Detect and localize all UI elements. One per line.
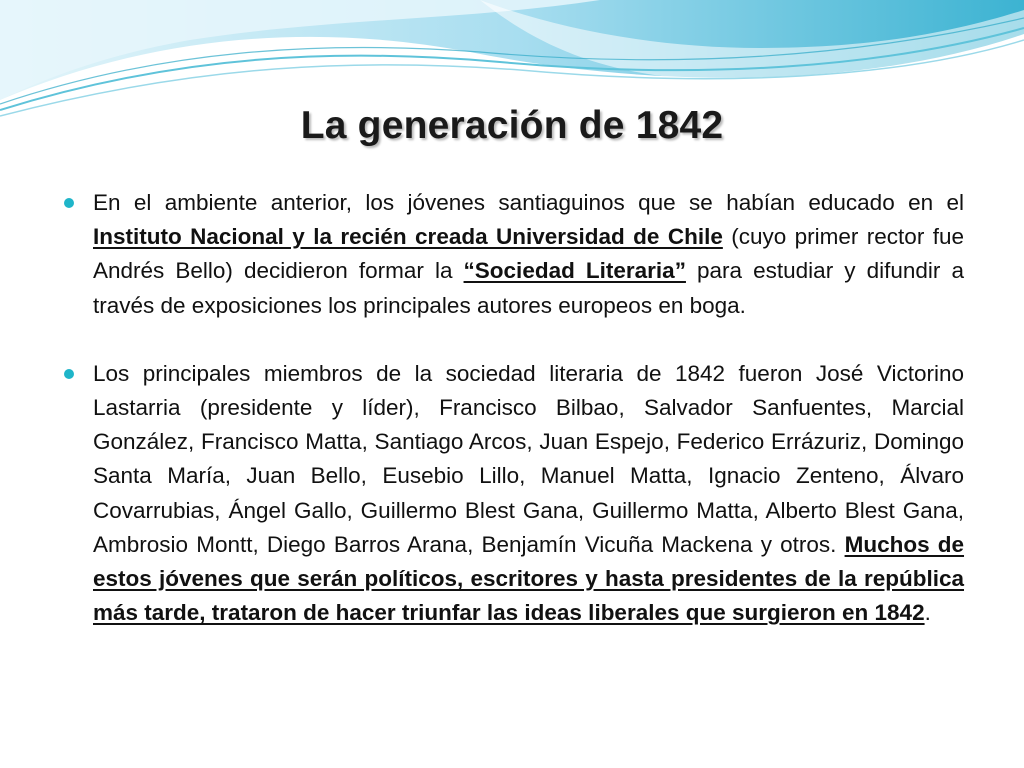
bullet-paragraph-2 [80, 357, 964, 631]
bullet-1-text-part-3: para estudiar y difundir a través de exposiciones los principales autores europeos en boga. [93, 258, 964, 318]
slide-title: La generación de 1842 [300, 104, 724, 147]
bullet-2-text-part-2: . [924, 600, 931, 626]
bullet-1-text-part-2: (cuyo primer rector fue Andrés Bello) decidieron formar la [93, 224, 964, 284]
bullet-dot-icon [64, 198, 74, 208]
slide-body [80, 186, 964, 630]
bullet-2-text-part-1: Los principales miembros de la sociedad literaria de 1842 fueron José Victorino Lastarria (presidente y líder), Francisco Bilbao, Salvador Sanfuentes, Marcial González, Francisco Matta, Santiago Arcos, Juan Espejo, Federico Errázuriz, Domingo Santa María, Juan Bello, Eusebio Lillo, Manuel Matta, Ignacio Zenteno, Álvaro Covarrubias, Ángel Gallo, Guillermo Blest Gana, Guillermo Matta, Alberto Blest Gana, Ambrosio Montt, Diego Barros Arana, Benjamín Vicuña Mackena y otros. [93, 360, 964, 557]
bullet-2-emphasis-conclusion: Muchos de estos jóvenes que serán políticos, escritores y hasta presidentes de la república más tarde, trataron de hacer triunfar las ideas liberales que surgieron en 1842 [93, 531, 965, 626]
bullet-1-emphasis-institutions: Instituto Nacional y la recién creada Universidad de Chile [93, 224, 723, 250]
bullet-1-text-part-1: En el ambiente anterior, los jóvenes santiaguinos que se habían educado en el [93, 190, 964, 215]
bullet-1-emphasis-society: “Sociedad Literaria” [463, 258, 686, 284]
bullet-dot-icon [64, 369, 74, 379]
bullet-paragraph-1 [80, 186, 964, 323]
